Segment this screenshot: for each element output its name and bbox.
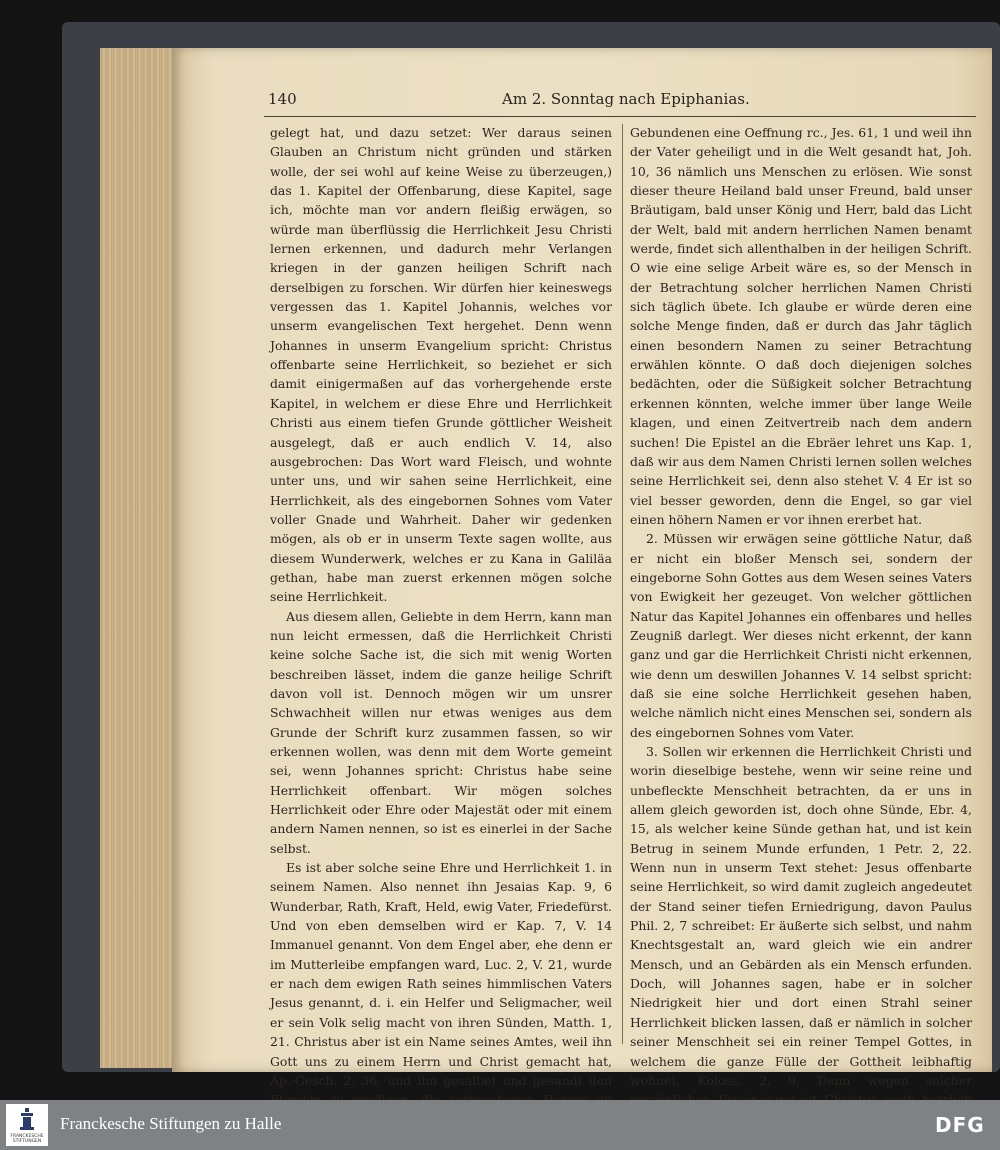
paragraph: Es ist aber solche seine Ehre und Herrlichkeit 1. in seinem Namen. Also nennet ihn Jesaias Kap. 9, 6 Wunderbar, Rath, Kraft, Held, ewig Vater, Friedefürst. Und von eben demselben wird er Kap. 7, V. 14 Immanuel genannt. Von dem Engel aber, ehe denn er im Mutterleibe empfangen ward, Luc. 2, V. 21, wurde er nach dem ewigen Rath seines himmlischen Vaters Jesus genannt, d. i. ein Helfer und Seligmacher, weil er sein Volk selig macht von ihren Sünden, Matth. 1, 21. Christus aber ist ein Name seines Amtes, weil ihn Gott uns zu einem Herrn und Christ gemacht hat, Ap.-Gesch. 2, 36, und ihn gesalbet und gesandt den xyxy=(270,860,612,1088)
column-divider xyxy=(622,124,623,1044)
institution-name[interactable]: Franckesche Stiftungen zu Halle xyxy=(60,1114,282,1133)
page-number: 140 xyxy=(268,90,297,108)
footer-bar xyxy=(0,1100,1000,1150)
francke-logo-icon xyxy=(19,1108,35,1130)
paragraph: 3. Sollen wir erkennen die Herrlichkeit Christi und worin dieselbige bestehe, wenn wir seine reine und unbefleckte Menschheit betrachten, da er uns in allem gleich geworden ist, doch ohne Sünde, Ebr. 4, 15, als welcher keine Sünde gethan hat, und ist kein Betrug in seinem Munde erfunden, 1 Petr. 2, 22. Wenn nun in unserm Text stehet: Jesus offenbarte seine Herrlichkeit, so wird damit zugleich angedeutet der Stand seiner tiefen Erniedrigung, davon Paulus Phil. 2, 7 schreibet: Er äußerte sich selbst, und nahm Knechtsgestalt an, ward gleich wie ein andrer Mensch, und an Gebärden als ein Mensch erfunden. Doch, will Johannes sagen, habe er in solcher Niedrigkeit hier und dort einen Strahl seiner Herrlichkeit blicken lassen, daß er nämlich in solcher seiner Menschheit sei ein reiner Tempel Gottes, in welchem die ganze Fülle der Gottheit leibhaftig wohnet, Koloss. 2, 9. Denn wegen solcher xyxy=(630,744,972,1088)
paragraph: gelegt hat, und dazu setzet: Wer daraus seinen Glauben an Christum nicht gründen und stärken wolle, der sei wohl auf keine Weise zu überzeugen,) das 1. Kapitel der Offenbarung, diese Kapitel, sage ich, möchte man vor andern fleißig erwägen, so würde man überflüssig die Herrlichkeit Jesu Christi lernen erkennen, und dadurch mehr Verlangen kriegen in der ganzen heiligen Schrift nach derselbigen zu forschen. Wir dürfen hier keineswegs vergessen das 1. Kapitel Johannis, welches vor unserm evangelischen Text hergehet. Denn wenn Johannes in unserm Evangelium spricht: Christus offenbarte seine Herrlichkeit, so beziehet er sich damit einigermaßen auf das vorhergehende erste Kapitel, in welchem er diese Ehre und Herrlichkeit Christi aus einem tiefen Grunde göttlicher Weisheit ausgelegt, daß er auch endlich V. 14, also ausgebrochen: Das Wort ward Fleisch, und wohnte unter uns, und wir sahen seine Herrlichkeit, eine Herrlichkeit, als des eingebornen Sohnes vom Vater voller Gnade und Wahrheit. Daher wir gedenken mögen, als ob er in unserm Texte sagen wollte, aus diesem Wunderwerk, welches er zu Kana in Galiläa gethan, habe man zuerst erkennen mögen solche seine Herrlichkeit. xyxy=(270,125,612,605)
paragraph: Aus diesem allen, Geliebte in dem Herrn, kann man nun leicht ermessen, daß die Herrlichkeit Christi keine solche Sache ist, die sich mit wenig Worten beschreiben lässet, indem die ganze heilige Schrift davon voll ist. Dennoch mögen wir um unsrer Schwachheit willen nur etwas weniges aus dem Grunde der Schrift kurz zusammen fassen, so wir erkennen wollen, was denn mit dem Worte gemeint sei, wenn Johannes spricht: Christus habe seine Herrlichkeit offenbart. Wir mögen solches Herrlichkeit oder Ehre oder Majestät oder mit einem andern Namen nennen, so ist es einerlei in der Sache selbst. xyxy=(270,608,612,856)
paragraph: 2. Müssen wir erwägen seine göttliche Natur, daß er nicht ein bloßer Mensch sei, sondern der eingeborne Sohn Gottes aus dem Wesen seines Vaters von Ewigkeit her gezeuget. Von welcher göttlichen Natur das Kapitel Johannes ein offenbares und helles Zeugniß darlegt. Wer dieses nicht erkennt, der kann ganz und gar die Herrlichkeit Christi nicht erkennen, wie denn um deswillen Johannes V. 14 selbst spricht: daß sie eine solche Herrlichkeit gesehen haben, welche nämlich nicht eines Menschen sei, sondern als des eingebornen Sohnes vom Vater. xyxy=(630,531,972,740)
right-column xyxy=(630,123,972,1129)
logo-text: FRANCKESCHE STIFTUNGEN xyxy=(10,1134,44,1144)
book-page xyxy=(172,48,992,1088)
page-edges xyxy=(100,48,179,1068)
paragraph: Gebundenen eine Oeffnung rc., Jes. 61, 1 und weil ihn der Vater geheiligt und in die Welt gesandt hat, Joh. 10, 36 nämlich uns Menschen zu erlösen. Wie sonst dieser theure Heiland bald unser Freund, bald unser Bräutigam, bald unser König und Herr, bald das Licht der Welt, bald mit andern herrlichen Namen benamt werde, findet sich allenthalben in der heiligen Schrift. O wie eine selige Arbeit wäre es, so der Mensch in der Betrachtung solcher herrlichen Namen Christi sich täglich übete. Ich glaube er würde deren eine solche Menge finden, daß er durch das Jahr täglich einen besondern Namen zu seiner Betrachtung erwählen könnte. O daß doch diejenigen solches bedächten, oder die Süßigkeit solcher Betrachtung erkennen könnten, welche immer über lange Weile klagen, und einen Zeitvertreib nach dem andern suchen! Die Epistel an die Ebräer lehret uns Kap. 1, daß wir aus dem Namen Christi lernen sollen welches seine Herrlichkeit sei, denn also stehet V. 4 Er ist so viel besser geworden, denn die Engel, so gar viel einen höhern Namen er vor ihnen ererbet hat. xyxy=(630,125,972,527)
institution-logo[interactable] xyxy=(6,1104,48,1146)
running-head: Am 2. Sonntag nach Epiphanias. xyxy=(502,90,750,108)
header-rule xyxy=(264,116,976,117)
dfg-logo[interactable]: DFG xyxy=(935,1113,985,1137)
left-column xyxy=(270,123,612,1148)
